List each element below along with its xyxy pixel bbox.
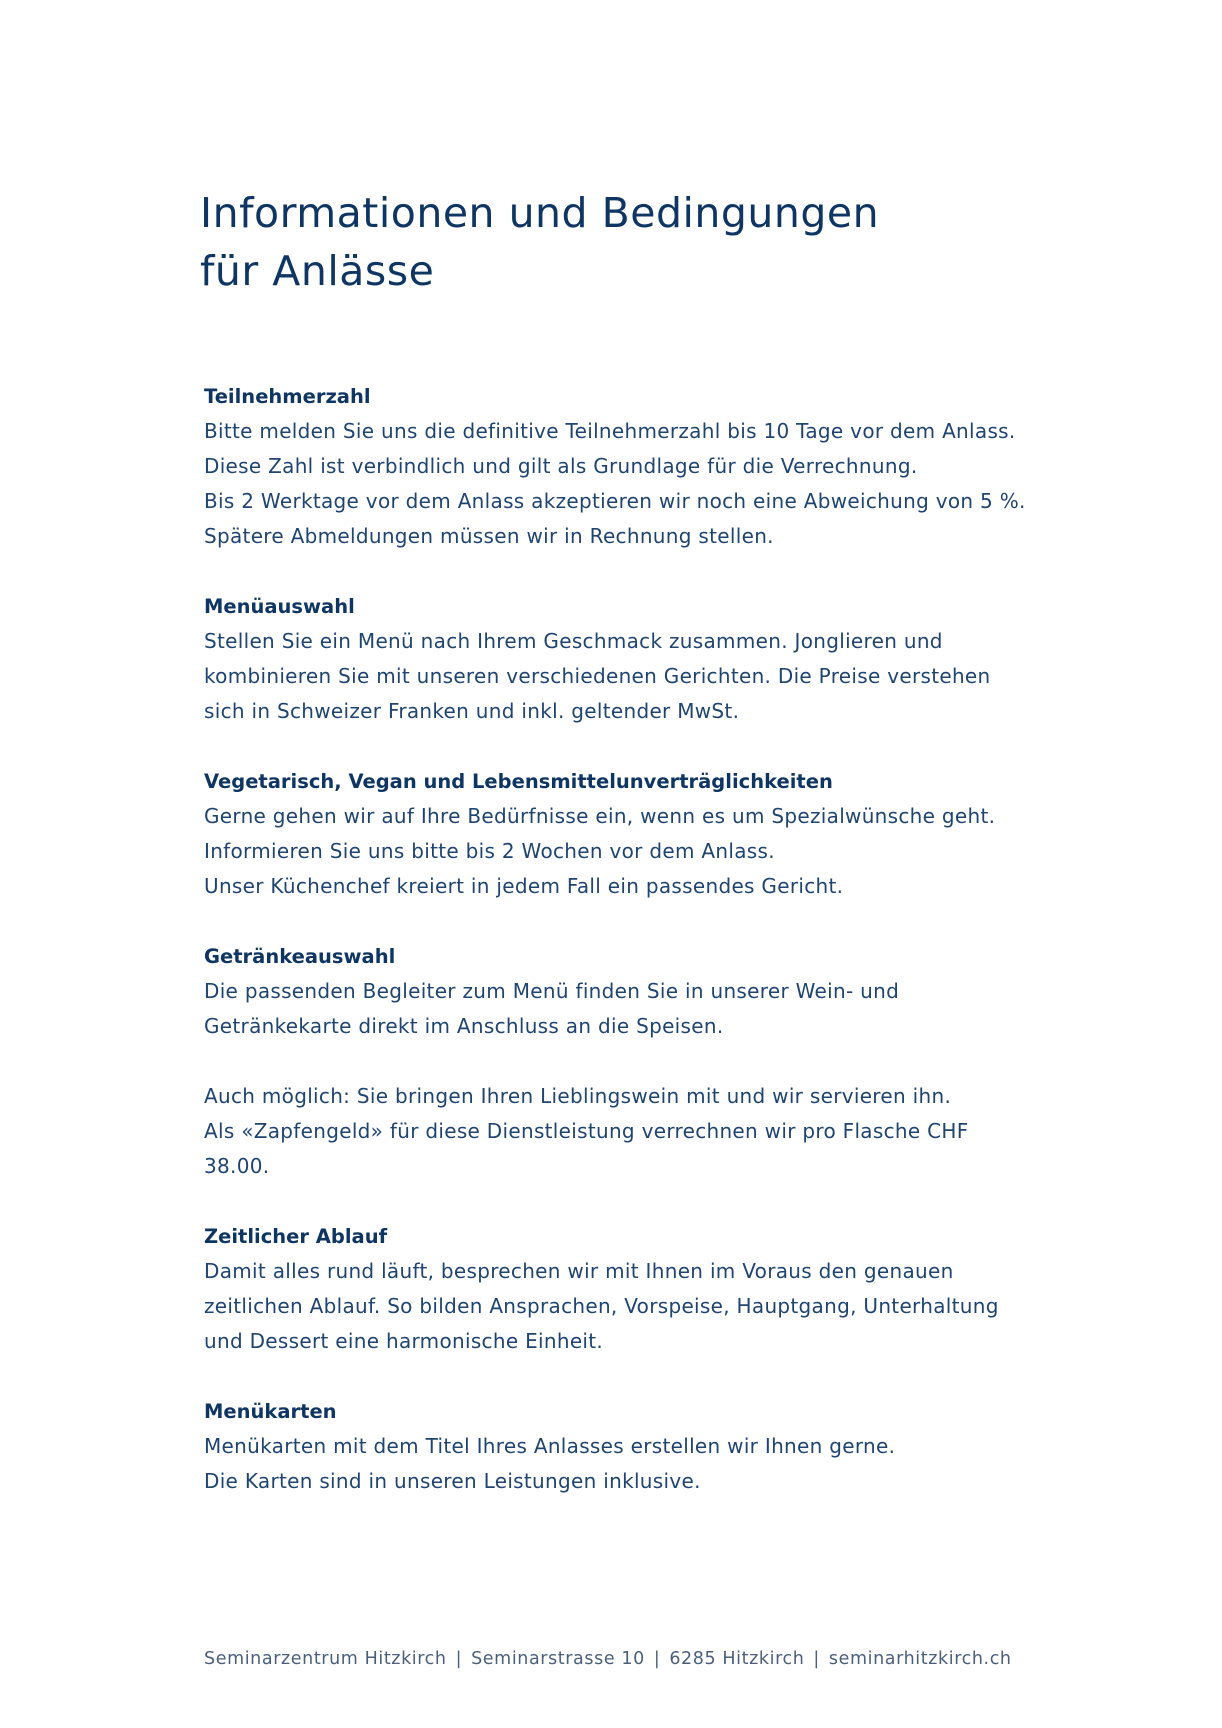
body-line: Gerne gehen wir auf Ihre Bedürfnisse ein, wenn es um Spezialwünsche geht. bbox=[204, 804, 996, 828]
page-title-line-1: Informationen und Bedingungen bbox=[200, 189, 880, 237]
section-heading: Menüauswahl bbox=[204, 595, 355, 618]
body-line: Menükarten mit dem Titel Ihres Anlasses erstellen wir Ihnen gerne. bbox=[204, 1434, 896, 1458]
footer-separator: | bbox=[455, 1649, 463, 1669]
body-line: Stellen Sie ein Menü nach Ihrem Geschmack zusammen. Jonglieren und bbox=[204, 629, 943, 653]
section-getraenkeauswahl bbox=[204, 939, 1084, 1044]
content-area bbox=[204, 379, 1084, 1534]
body-line: zeitlichen Ablauf. So bilden Ansprachen, Vorspeise, Hauptgang, Unterhaltung bbox=[204, 1294, 999, 1318]
body-line: Die passenden Begleiter zum Menü finden Sie in unserer Wein- und bbox=[204, 979, 900, 1003]
footer-city: 6285 Hitzkirch bbox=[669, 1649, 805, 1669]
section-heading: Getränkeauswahl bbox=[204, 945, 396, 968]
body-line: Die Karten sind in unseren Leistungen inklusive. bbox=[204, 1469, 701, 1493]
section-body bbox=[204, 1079, 1084, 1184]
footer-website-link[interactable]: seminarhitzkirch.ch bbox=[828, 1649, 1012, 1669]
section-heading: Vegetarisch, Vegan und Lebensmittelunverträglichkeiten bbox=[204, 770, 833, 793]
section-body bbox=[204, 1429, 1084, 1499]
body-line: 38.00. bbox=[204, 1154, 270, 1178]
section-body bbox=[204, 799, 1084, 904]
section-heading: Menükarten bbox=[204, 1400, 337, 1423]
body-line: Bis 2 Werktage vor dem Anlass akzeptieren wir noch eine Abweichung von 5 %. bbox=[204, 489, 1026, 513]
section-body bbox=[204, 974, 1084, 1044]
body-line: Spätere Abmeldungen müssen wir in Rechnung stellen. bbox=[204, 524, 774, 548]
section-body bbox=[204, 624, 1084, 729]
page-title-line-2: für Anlässe bbox=[200, 247, 435, 295]
section-heading: Zeitlicher Ablauf bbox=[204, 1225, 388, 1248]
body-line: Getränkekarte direkt im Anschluss an die Speisen. bbox=[204, 1014, 724, 1038]
footer-separator: | bbox=[813, 1649, 820, 1669]
section-teilnehmerzahl bbox=[204, 379, 1084, 554]
footer-company-name: Seminarzentrum Hitzkirch bbox=[204, 1649, 447, 1669]
body-line: Unser Küchenchef kreiert in jedem Fall ein passendes Gericht. bbox=[204, 874, 844, 898]
footer-separator: | bbox=[653, 1649, 661, 1669]
section-vegetarisch bbox=[204, 764, 1084, 904]
body-line: kombinieren Sie mit unseren verschiedenen Gerichten. Die Preise verstehen bbox=[204, 664, 991, 688]
page-footer bbox=[204, 1646, 1104, 1672]
section-heading: Teilnehmerzahl bbox=[204, 385, 371, 408]
section-zeitlicher-ablauf bbox=[204, 1219, 1084, 1359]
page-title bbox=[200, 184, 1100, 300]
body-line: Diese Zahl ist verbindlich und gilt als Grundlage für die Verrechnung. bbox=[204, 454, 918, 478]
body-line: Als «Zapfengeld» für diese Dienstleistung verrechnen wir pro Flasche CHF bbox=[204, 1119, 969, 1143]
body-line: Damit alles rund läuft, besprechen wir mit Ihnen im Voraus den genauen bbox=[204, 1259, 954, 1283]
body-line: Auch möglich: Sie bringen Ihren Lieblingswein mit und wir servieren ihn. bbox=[204, 1084, 952, 1108]
section-body bbox=[204, 1254, 1084, 1359]
section-body bbox=[204, 414, 1084, 554]
body-line: Informieren Sie uns bitte bis 2 Wochen vor dem Anlass. bbox=[204, 839, 775, 863]
body-line: Bitte melden Sie uns die definitive Teilnehmerzahl bis 10 Tage vor dem Anlass. bbox=[204, 419, 1016, 443]
section-menueauswahl bbox=[204, 589, 1084, 729]
body-line: sich in Schweizer Franken und inkl. geltender MwSt. bbox=[204, 699, 740, 723]
body-line: und Dessert eine harmonische Einheit. bbox=[204, 1329, 604, 1353]
section-zapfengeld bbox=[204, 1079, 1084, 1184]
footer-street: Seminarstrasse 10 bbox=[471, 1649, 645, 1669]
section-menuekarten bbox=[204, 1394, 1084, 1499]
